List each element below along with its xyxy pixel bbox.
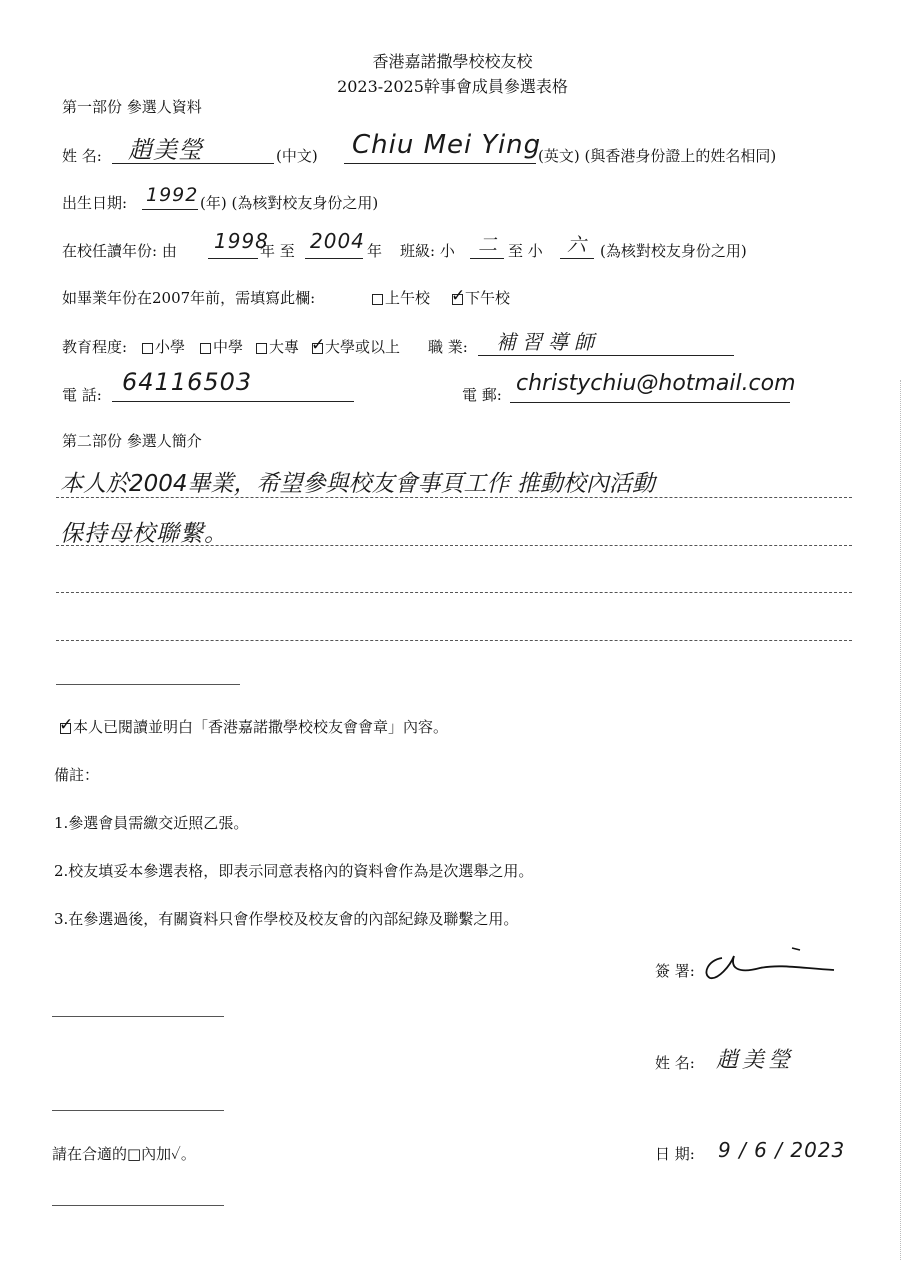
declaration-text: 本人已閱讀並明白「香港嘉諾撒學校校友會會章」內容。 bbox=[73, 718, 449, 736]
date-label: 日 期: bbox=[655, 1145, 695, 1163]
session-label: 如畢業年份在2007年前，需填寫此欄: bbox=[62, 289, 316, 307]
english-tag: (英文) (與香港身份證上的姓名相同) bbox=[538, 147, 777, 165]
chinese-tag: (中文) bbox=[276, 147, 318, 165]
am-checkbox[interactable] bbox=[372, 294, 383, 305]
name-english-value: Chiu Mei Ying bbox=[352, 130, 542, 160]
secondary-checkbox[interactable] bbox=[200, 343, 211, 354]
declaration-checkbox[interactable] bbox=[59, 714, 74, 735]
university-checkbox[interactable] bbox=[311, 334, 326, 355]
primary-label: 小學 bbox=[155, 338, 186, 356]
footer-name-label: 姓 名: bbox=[655, 1054, 695, 1072]
name-chinese-value: 趙美瑩 bbox=[128, 136, 203, 164]
class-to-value: 六 bbox=[567, 234, 588, 256]
session-am-option[interactable] bbox=[372, 287, 430, 308]
phone-value: 64116503 bbox=[122, 368, 253, 396]
footer-name-value: 趙美瑩 bbox=[716, 1048, 795, 1073]
checkmark-icon: ✓ bbox=[59, 714, 74, 735]
pm-checkbox[interactable] bbox=[451, 285, 466, 306]
checkmark-icon: ✓ bbox=[311, 334, 326, 355]
edu-college-option[interactable] bbox=[256, 336, 299, 357]
university-label: 大學或以上 bbox=[325, 338, 401, 356]
checkmark-icon: ✓ bbox=[451, 285, 466, 306]
pm-label: 下午校 bbox=[465, 289, 511, 307]
note-3: 3.在參選過後，有關資料只會作學校及校友會的內部紀錄及聯繫之用。 bbox=[54, 910, 519, 928]
form-title-line2: 2023-2025幹事會成員參選表格 bbox=[337, 77, 568, 96]
am-label: 上午校 bbox=[385, 289, 431, 307]
phone-label: 電 話: bbox=[62, 386, 102, 404]
years-label: 在校任讀年份: 由 bbox=[62, 242, 177, 260]
declaration-option[interactable] bbox=[60, 716, 448, 737]
dob-suffix: (年) (為核對校友身份之用) bbox=[200, 194, 379, 212]
edu-university-option[interactable] bbox=[312, 336, 400, 357]
class-suffix: (為核對校友身份之用) bbox=[600, 242, 747, 260]
note-1: 1.參選會員需繳交近照乙張。 bbox=[54, 814, 249, 832]
college-label: 大專 bbox=[269, 338, 300, 356]
edu-primary-option[interactable] bbox=[142, 336, 185, 357]
signature-label: 簽 署: bbox=[655, 962, 695, 980]
edu-secondary-option[interactable] bbox=[200, 336, 243, 357]
note-2: 2.校友填妥本參選表格，即表示同意表格內的資料會作為是次選舉之用。 bbox=[54, 862, 534, 880]
edu-label: 教育程度: bbox=[62, 338, 128, 356]
part2-heading: 第二部份 參選人簡介 bbox=[62, 432, 202, 450]
class-label: 班級: 小 bbox=[400, 242, 455, 260]
college-checkbox[interactable] bbox=[256, 343, 267, 354]
class-from-value: 二 bbox=[478, 234, 499, 256]
year-mid: 年 至 bbox=[260, 242, 295, 260]
job-value: 補習導師 bbox=[496, 330, 600, 354]
job-label: 職 業: bbox=[428, 338, 468, 356]
dob-value: 1992 bbox=[146, 184, 199, 206]
year-to-value: 2004 bbox=[310, 229, 365, 253]
intro-line1: 本人於2004畢業，希望參與校友會事頁工作 推動校內活動 bbox=[60, 471, 655, 497]
signature-mark bbox=[700, 944, 840, 984]
secondary-label: 中學 bbox=[213, 338, 244, 356]
session-pm-option[interactable] bbox=[452, 287, 510, 308]
email-label: 電 郵: bbox=[462, 386, 502, 404]
instruction-text: 請在合適的□內加✓。 bbox=[52, 1145, 196, 1163]
name-label: 姓 名: bbox=[62, 147, 102, 165]
year-from-value: 1998 bbox=[214, 229, 269, 253]
notes-heading: 備註： bbox=[54, 766, 100, 784]
primary-checkbox[interactable] bbox=[142, 343, 153, 354]
dob-label: 出生日期: bbox=[62, 194, 128, 212]
part1-heading: 第一部份 參選人資料 bbox=[62, 98, 202, 116]
class-mid: 至 小 bbox=[508, 242, 543, 260]
form-title-line1: 香港嘉諾撒學校校友校 bbox=[372, 52, 533, 71]
scan-edge-line bbox=[900, 380, 902, 1260]
year-end: 年 bbox=[367, 242, 383, 260]
intro-line2: 保持母校聯繫。 bbox=[60, 521, 228, 547]
date-value: 9 / 6 / 2023 bbox=[718, 1138, 846, 1162]
email-value: christychiu@hotmail.com bbox=[516, 371, 796, 396]
